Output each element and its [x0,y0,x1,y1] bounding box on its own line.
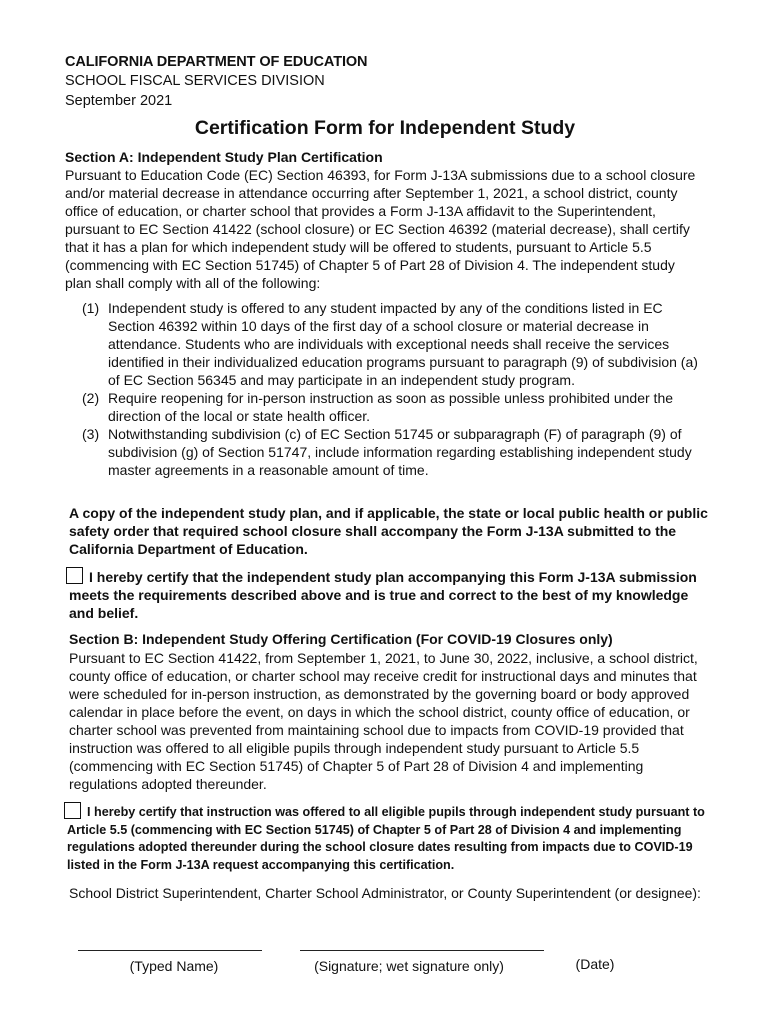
section-b-heading: Section B: Independent Study Offering Certification (For COVID-19 Closures only) [69,631,613,647]
document-date: September 2021 [65,93,173,109]
section-a-heading: Section A: Independent Study Plan Certification [65,149,383,165]
list-item [82,425,712,479]
section-b-certification-text: I hereby certify that instruction was offered to all eligible pupils through independent study pursuant to Article 5.5 (commencing with EC Section 51745) of Chapter 5 of Part 28 of Division 4 and implementing regulations adopted thereunder during the school closure dates resulting from impacts due to COVID-19 listed in the Form J-13A request accompanying this certification. [67,805,705,872]
list-item [82,389,712,425]
typed-name-line[interactable] [78,950,262,951]
list-item-number: (2) [82,390,100,406]
page-title: Certification Form for Independent Study [194,117,576,139]
list-item-text: Independent study is offered to any student impacted by any of the conditions listed in EC Section 46392 within 10 days of the first day of a school closure or material decrease in attendance. Students who are individuals with exceptional needs shall receive the services identified in their individualized education programs pursuant to paragraph (9) of subdivision (a) of EC Section 56345 and may participate in an independent study program. [108,300,698,388]
agency-name: CALIFORNIA DEPARTMENT OF EDUCATION [65,54,368,70]
list-item-number: (3) [82,426,100,442]
section-a-certification-text: I hereby certify that the independent study plan accompanying this Form J-13A submission meets the requirements described above and is true and correct to the best of my knowledge and belief. [69,569,697,621]
list-item-text: Require reopening for in-person instruction as soon as possible unless prohibited under the direction of the local or state health officer. [108,390,674,424]
section-a-body: Pursuant to Education Code (EC) Section 46393, for Form J-13A submissions due to a school closure and/or material decrease in attendance occurring after September 1, 2021, a school district, county office of education, or charter school that provides a Form J-13A affidavit to the Superintendent, pursuant to EC Section 41422 (school closure) or EC Section 46392 (material decrease), shall certify that it has a plan for which independent study will be offered to students, pursuant to Article 5.5 (commencing with EC Section 51745) of Chapter 5 of Part 28 of Division 4. The independent study plan shall comply with all of the following: [65,167,696,291]
signature-line[interactable] [300,950,544,951]
list-item [82,299,712,389]
list-item-text: Notwithstanding subdivision (c) of EC Section 51745 or subparagraph (F) of paragraph (9) of subdivision (g) of Section 51747, include information regarding establishing independent study master agreements in a reasonable amount of time. [108,426,692,478]
section-b-body: Pursuant to EC Section 41422, from September 1, 2021, to June 30, 2022, inclusive, a school district, county office of education, or charter school may receive credit for instructional days and minutes that were scheduled for in-person instruction, as demonstrated by the governing board or body approved calendar in place before the event, on days in which the school district, county office of education, or charter school was prevented from maintaining school due to impacts from COVID-19 provided that instruction was offered to all eligible pupils through independent study pursuant to Article 5.5 (commencing with EC Section 51745) of Chapter 5 of Part 28 of Division 4 and implementing regulations adopted thereunder. [69,650,698,792]
signer-label: School District Superintendent, Charter School Administrator, or County Superintendent (or designee): [69,885,701,901]
plan-copy-note: A copy of the independent study plan, and if applicable, the state or local public health or public safety order that required school closure shall accompany the Form J-13A submitted to the California Department of Education. [69,505,708,557]
date-label: (Date) [575,956,615,972]
division-name: SCHOOL FISCAL SERVICES DIVISION [65,73,325,89]
signature-label: (Signature; wet signature only) [314,958,504,974]
list-item-number: (1) [82,300,100,316]
typed-name-label: (Typed Name) [129,958,219,974]
requirements-list [82,299,712,479]
